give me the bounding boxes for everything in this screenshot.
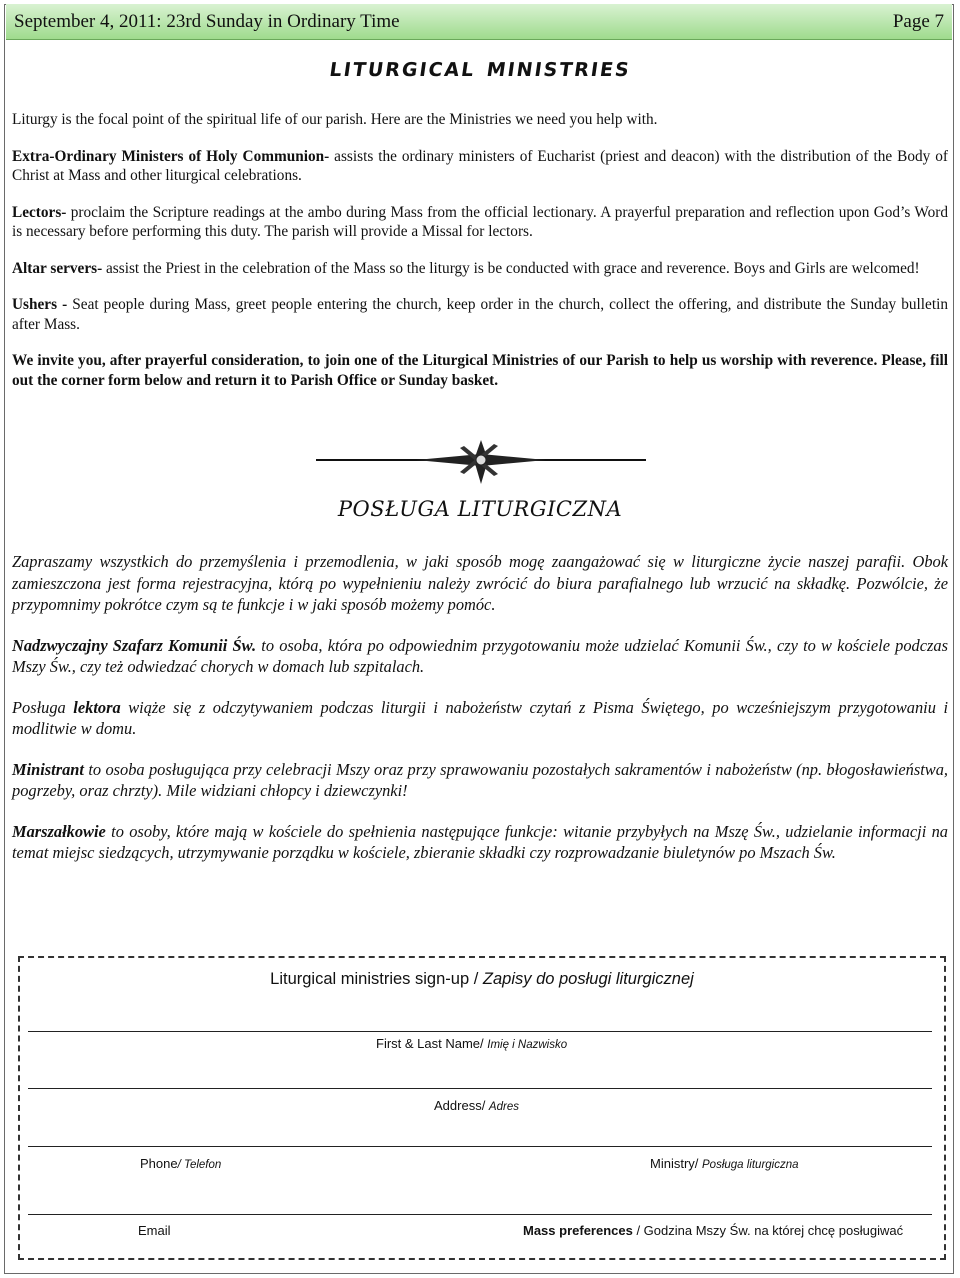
lektor-text: wiąże się z odczytywaniem podczas liturgii i nabożeństw czytań z Pisma Świętego, po wcześniejszym przygotowaniu i modlitwie w domu. xyxy=(12,697,949,738)
ems-paragraph xyxy=(12,147,948,186)
marszalkowie-paragraph xyxy=(12,821,948,864)
polish-section xyxy=(12,551,948,883)
marszalkowie-text: to osoby, które mają w kościele do spełnienia następujące funkcje: witanie przybyłych na Mszę Św., udzielanie informacji na temat miejsc siedzących, utrzymywanie porządku w kościele, zbieranie składki czy rozprowadzanie biuletynów po Mszach Św. xyxy=(12,821,948,862)
address-field[interactable] xyxy=(28,1088,932,1089)
phone-label: Phone/ Telefon xyxy=(140,1156,222,1171)
signup-form xyxy=(18,956,946,1260)
ems-text: assists the ordinary ministers of Eucharist (priest and deacon) with the distribution of the Body of Christ at Mass and other liturgical celebrations. xyxy=(12,147,948,184)
polish-intro: Zapraszamy wszystkich do przemyślenia i przemodlenia, w jaki sposób mogę zaangażować się w liturgiczne życie naszej parafii. Obok zamieszczona jest forma rejestracyjna, którą po wypełnieniu należy zwrócić do biura parafialnego lub wrzucić na składkę. Pozwólcie, że przypomnimy pokrótce czym są te funkcje i w jaki sposób możemy pomóc. xyxy=(12,552,948,614)
ornament-divider-icon xyxy=(316,440,646,484)
ministrant-term: Ministrant xyxy=(12,759,84,779)
ministrant-text: to osoba posługująca przy celebracji Mszy oraz przy sprawowaniu pozostałych sakramentów i nabożeństw (np. błogosławieństwa, pogrzeby, oraz chrzty). Mile widziani chłopcy i dziewczynki! xyxy=(12,759,948,800)
lectors-text: proclaim the Scripture readings at the ambo during Mass from the official lectionary. A prayerful preparation and reflection upon God’s Word is necessary before performing this duty. The parish will provide a Missal for lectors. xyxy=(12,203,948,240)
ushers-paragraph xyxy=(12,295,948,334)
lectors-paragraph xyxy=(12,203,948,242)
email-label: Email xyxy=(138,1223,171,1238)
name-field[interactable] xyxy=(28,1031,932,1032)
ministry-label: Ministry/ Posługa liturgiczna xyxy=(650,1156,799,1171)
intro-paragraph: Liturgy is the focal point of the spiritual life of our parish. Here are the Ministries we need you help with. xyxy=(12,111,658,128)
ushers-term: Ushers - xyxy=(12,296,68,313)
szafarz-term: Nadzwyczajny Szafarz Komunii Św. xyxy=(12,635,257,655)
address-label: Address/ Adres xyxy=(434,1098,519,1113)
header-date-title: September 4, 2011: 23rd Sunday in Ordinary Time xyxy=(14,11,400,32)
header-bar xyxy=(6,4,952,40)
altar-paragraph xyxy=(12,259,948,279)
altar-text: assist the Priest in the celebration of the Mass so the liturgy is be conducted with grace and reverence. Boys and Girls are welcomed! xyxy=(102,259,920,277)
name-label: First & Last Name/ Imię i Nazwisko xyxy=(376,1036,568,1051)
email-mass-field[interactable] xyxy=(28,1214,932,1215)
page-title: liturgical ministries xyxy=(327,52,633,83)
szafarz-text: to osoba, która po odpowiednim przygotowaniu może udzielać Komunii Św., czy to w kościele podczas Mszy Św., czy też odwiedzać chorych w domach lub szpitalach. xyxy=(12,635,948,676)
ushers-text: Seat people during Mass, greet people entering the church, keep order in the church, collect the offering, and distribute the Sunday bulletin after Mass. xyxy=(12,296,948,333)
lektor-term: lektora xyxy=(73,697,121,717)
altar-term: Altar servers- xyxy=(12,259,103,277)
mass-preferences-label: Mass preferences / Godzina Mszy Św. na której chcę posługiwać xyxy=(523,1223,904,1238)
phone-ministry-field[interactable] xyxy=(28,1146,932,1147)
ems-term: Extra-Ordinary Ministers of Holy Communion- xyxy=(12,147,330,165)
lectors-term: Lectors- xyxy=(12,203,67,221)
lektor-paragraph xyxy=(12,697,948,740)
lektor-pre: Posługa xyxy=(12,697,74,717)
ministrant-paragraph xyxy=(12,759,948,802)
english-section xyxy=(12,110,948,407)
marszalkowie-term: Marszałkowie xyxy=(12,821,106,841)
invite-paragraph xyxy=(12,351,948,390)
header-page-label: Page 7 xyxy=(892,11,944,32)
invite-text: We invite you, after prayerful consideration, to join one of the Liturgical Ministries of our Parish to help us worship with reverence. Please, fill out the corner form below and return it to Parish Office or Sunday basket. xyxy=(12,352,948,389)
szafarz-paragraph xyxy=(12,635,948,678)
polish-title: POSŁUGA LITURGICZNA xyxy=(337,497,623,521)
form-title: Liturgical ministries sign-up / Zapisy do posługi liturgicznej xyxy=(270,970,694,988)
